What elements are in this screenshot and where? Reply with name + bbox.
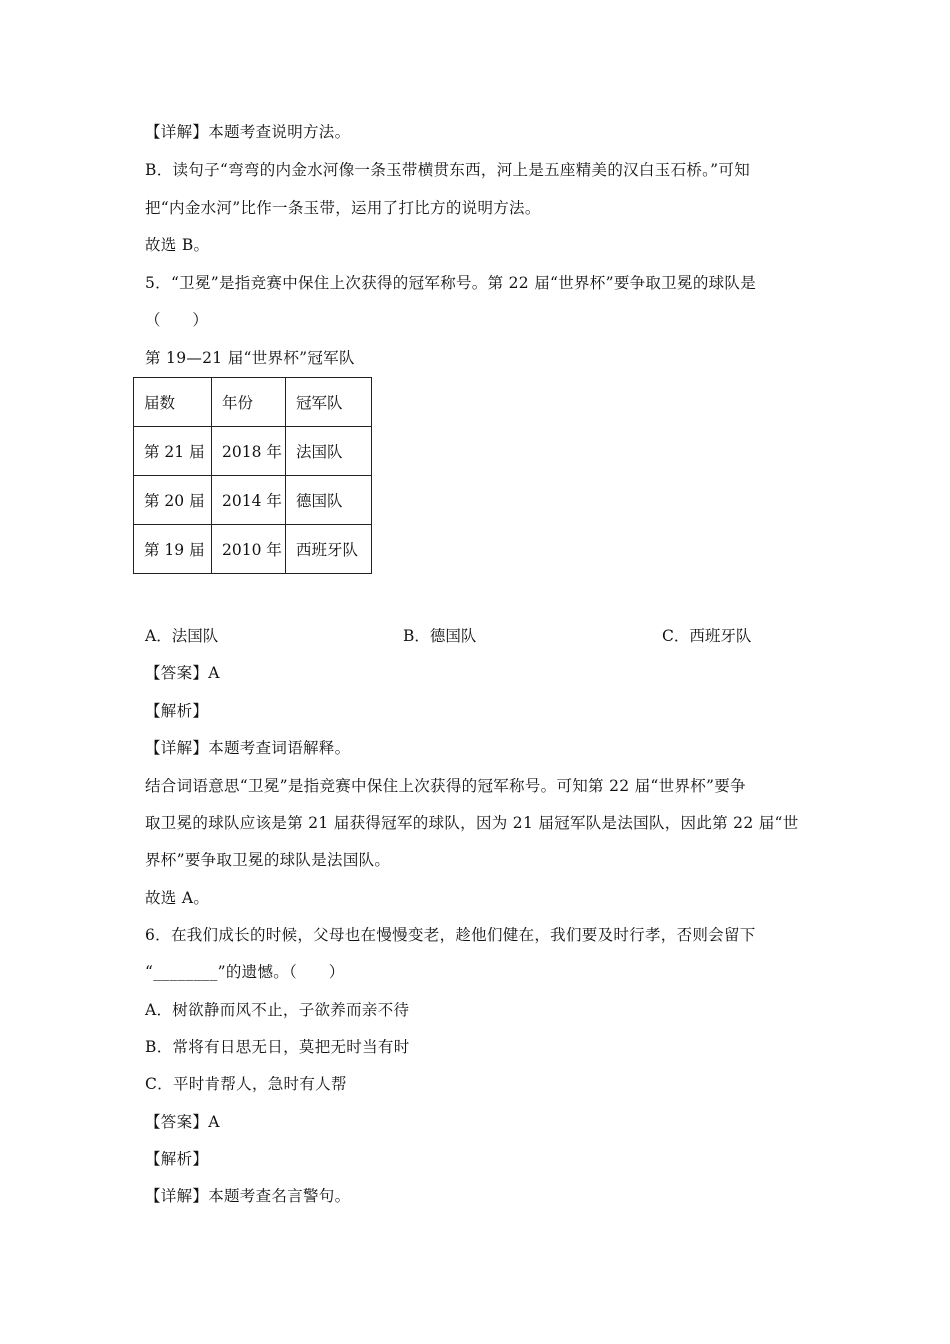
table-row [134, 476, 372, 525]
table-cell: 西班牙队 [286, 525, 372, 574]
q5-explain-line-1: 结合词语意思“卫冕”是指竞赛中保住上次获得的冠军称号。可知第 22 届“世界杯”要争 [145, 777, 746, 795]
table-row [134, 427, 372, 476]
table-header-cell: 年份 [212, 378, 286, 427]
q6-analysis-label: 【解析】 [145, 1150, 209, 1168]
q4-detail: 【详解】本题考查说明方法。 [145, 123, 351, 141]
q6-option-c: C．平时肯帮人，急时有人帮 [145, 1075, 347, 1093]
q6-stem-line-2: “________”的遗憾。（ ） [145, 963, 345, 981]
table-cell: 2010 年 [212, 525, 286, 574]
q5-analysis-label: 【解析】 [145, 702, 209, 720]
table-cell: 第 19 届 [134, 525, 212, 574]
q6-option-a: A．树欲静而风不止，子欲养而亲不待 [145, 1001, 410, 1019]
table-cell: 第 20 届 [134, 476, 212, 525]
q4-conclusion: 故选 B。 [145, 236, 210, 254]
table-cell: 2014 年 [212, 476, 286, 525]
table-header-cell: 冠军队 [286, 378, 372, 427]
q6-answer: 【答案】A [145, 1113, 220, 1131]
table-cell: 第 21 届 [134, 427, 212, 476]
table-cell: 德国队 [286, 476, 372, 525]
q6-option-b: B．常将有日思无日，莫把无时当有时 [145, 1038, 410, 1056]
table-header-cell: 届数 [134, 378, 212, 427]
q6-stem-line-1: 6．在我们成长的时候，父母也在慢慢变老，趁他们健在，我们要及时行孝，否则会留下 [145, 926, 756, 944]
q5-answer: 【答案】A [145, 664, 220, 682]
table-row [134, 525, 372, 574]
table-cell: 2018 年 [212, 427, 286, 476]
q5-table-caption: 第 19—21 届“世界杯”冠军队 [145, 349, 355, 367]
world-cup-champions-table [133, 377, 372, 574]
q5-explain-line-3: 界杯”要争取卫冕的球队是法国队。 [145, 851, 391, 869]
table-header-row [134, 378, 372, 427]
q4-analysis-line-1: B．读句子“弯弯的内金水河像一条玉带横贯东西，河上是五座精美的汉白玉石桥。”可知 [145, 161, 750, 179]
q5-stem-line-2: （ ） [145, 311, 209, 329]
q5-option-a: A．法国队 [145, 627, 219, 645]
q4-analysis-line-2: 把“内金水河”比作一条玉带，运用了打比方的说明方法。 [145, 199, 541, 217]
table-cell: 法国队 [286, 427, 372, 476]
q5-explain-line-2: 取卫冕的球队应该是第 21 届获得冠军的球队，因为 21 届冠军队是法国队，因此第 22 届“世 [145, 814, 799, 832]
q5-option-b: B．德国队 [403, 627, 477, 645]
q6-detail: 【详解】本题考查名言警句。 [145, 1187, 351, 1205]
q5-conclusion: 故选 A。 [145, 889, 210, 907]
q5-stem-line-1: 5．“卫冕”是指竞赛中保住上次获得的冠军称号。第 22 届“世界杯”要争取卫冕的球队是 [145, 274, 757, 292]
q5-detail: 【详解】本题考查词语解释。 [145, 739, 351, 757]
q5-option-c: C．西班牙队 [662, 627, 752, 645]
